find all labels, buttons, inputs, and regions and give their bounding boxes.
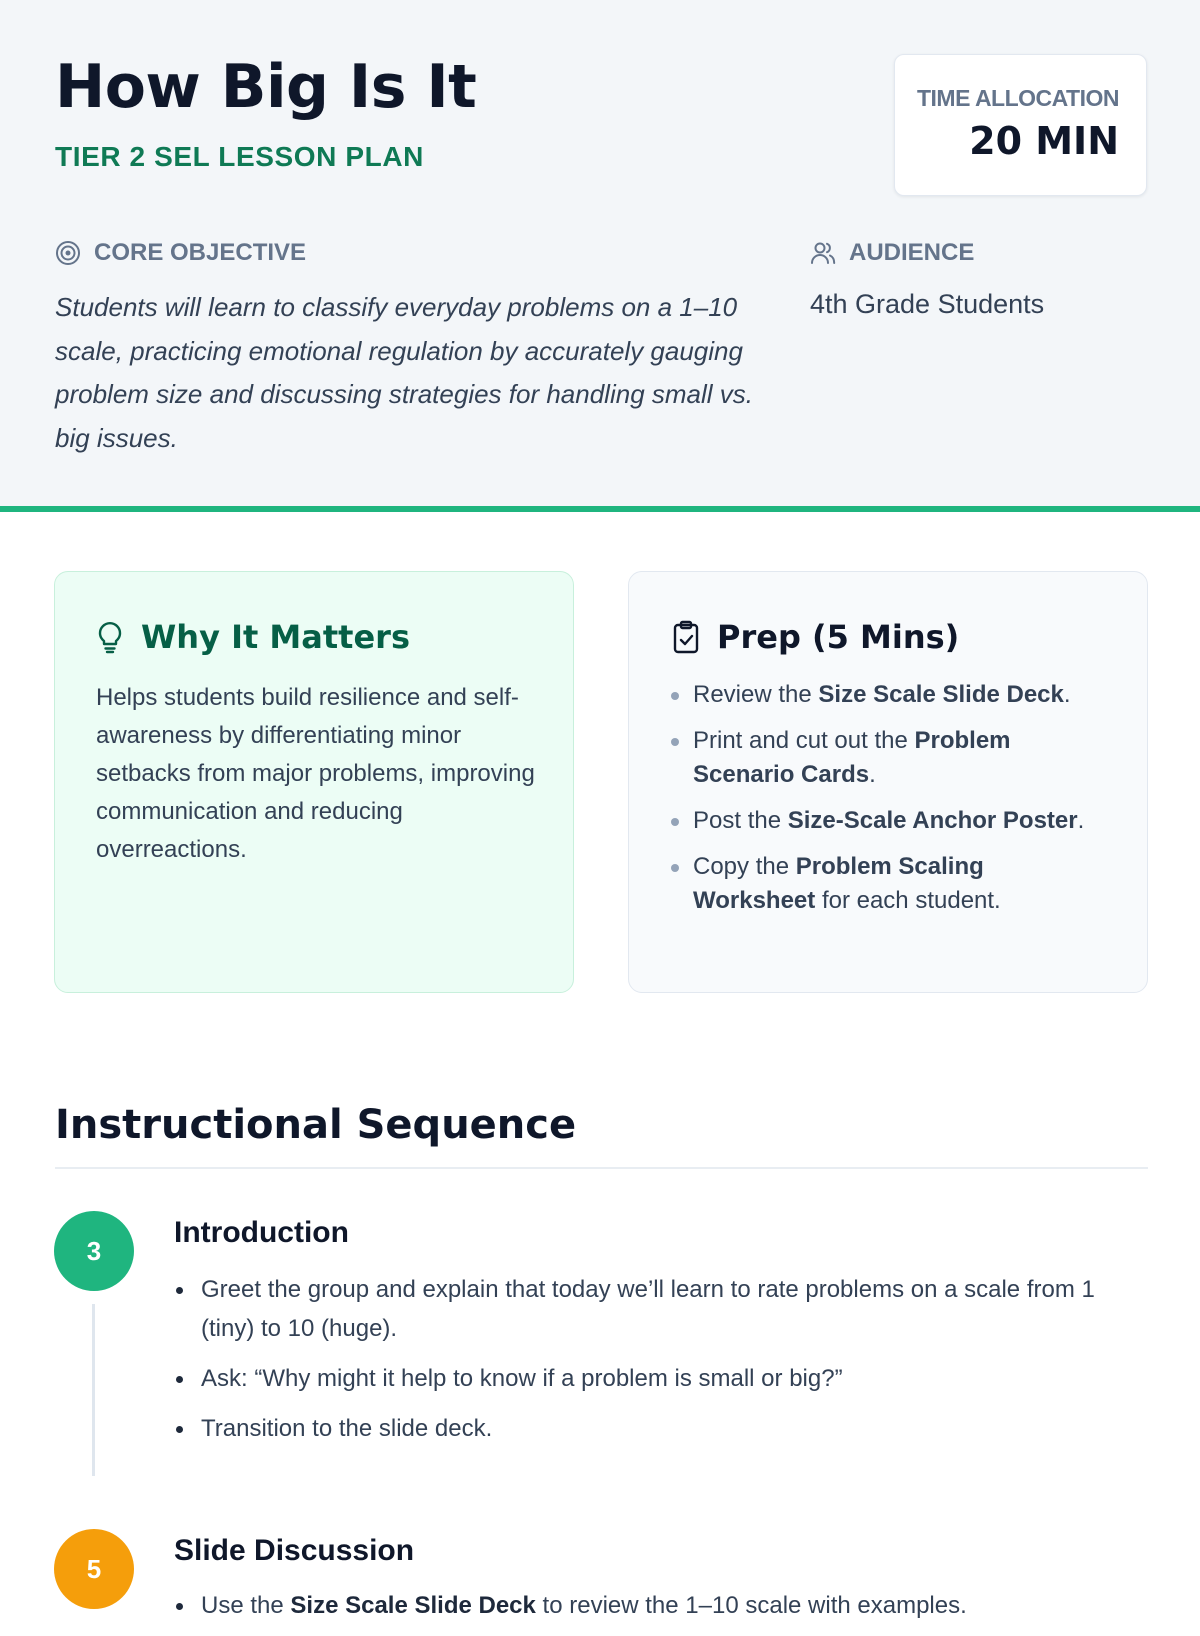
target-icon: [55, 240, 81, 266]
audience-label: AUDIENCE: [849, 239, 975, 266]
lesson-header: [0, 0, 1200, 512]
prep-list: [669, 678, 1109, 930]
prep-item: Post the Size-Scale Anchor Poster.: [669, 804, 1109, 838]
prep-item: Print and cut out the Problem Scenario Cards.: [669, 724, 1109, 792]
prep-item-resource: Size-Scale Anchor Poster: [787, 807, 1078, 834]
why-it-matters-card: [54, 571, 574, 993]
step-activity-item: Transition to the slide deck.: [174, 1409, 1134, 1448]
step-duration-badge: 3: [54, 1211, 134, 1291]
step-activity-item: Greet the group and explain that today we’ll learn to rate problems on a scale from 1 (tiny) to 10 (huge).: [174, 1270, 1134, 1348]
core-objective-heading: [55, 239, 306, 267]
why-it-matters-heading: [95, 618, 410, 656]
timeline-connector: [92, 1304, 95, 1476]
page-subtitle: TIER 2 SEL LESSON PLAN: [55, 141, 424, 172]
audience-heading: [810, 239, 974, 267]
core-objective-text: Students will learn to classify everyday problems on a 1–10 scale, practicing emotional regulation by accurately gauging problem size and discussing strategies for handling small vs. big issues.: [55, 292, 754, 453]
prep-title: Prep (5 Mins): [717, 618, 960, 656]
section-divider: [55, 1167, 1148, 1169]
prep-item-resource: Problem Scaling Worksheet: [693, 853, 984, 914]
step-title: Introduction: [174, 1216, 349, 1249]
audience-text: 4th Grade Students: [810, 289, 1045, 319]
step-activity-item: Ask: “Why might it help to know if a problem is small or big?”: [174, 1359, 1134, 1398]
prep-item-resource: Size Scale Slide Deck: [818, 681, 1064, 708]
prep-item: Review the Size Scale Slide Deck.: [669, 678, 1109, 712]
step-duration-badge: 5: [54, 1529, 134, 1609]
clipboard-check-icon: [671, 620, 701, 654]
users-icon: [810, 240, 836, 266]
time-allocation-card: [894, 54, 1147, 196]
core-objective-label: CORE OBJECTIVE: [94, 239, 307, 266]
page-title: How Big Is It: [55, 52, 477, 122]
step-activity-list: [174, 1270, 1134, 1459]
step-activity-item: Use the Size Scale Slide Deck to review the 1–10 scale with examples.: [174, 1586, 1134, 1625]
prep-heading: [671, 618, 959, 656]
prep-card: [628, 571, 1148, 993]
step-title: Slide Discussion: [174, 1534, 415, 1567]
why-it-matters-text: Helps students build resilience and self-awareness by differentiating minor setbacks from major problems, improving communication and reducing overreactions.: [96, 684, 535, 863]
why-it-matters-title: Why It Matters: [141, 618, 410, 656]
step-activity-list: [174, 1586, 1134, 1636]
time-allocation-value: 20 MIN: [969, 119, 1119, 163]
lightbulb-icon: [95, 620, 125, 654]
prep-item: Copy the Problem Scaling Worksheet for each student.: [669, 850, 1109, 918]
instructional-sequence-title: Instructional Sequence: [55, 1102, 577, 1148]
time-allocation-label: TIME ALLOCATION: [916, 85, 1119, 111]
prep-item-resource: Problem Scenario Cards: [693, 727, 1011, 788]
